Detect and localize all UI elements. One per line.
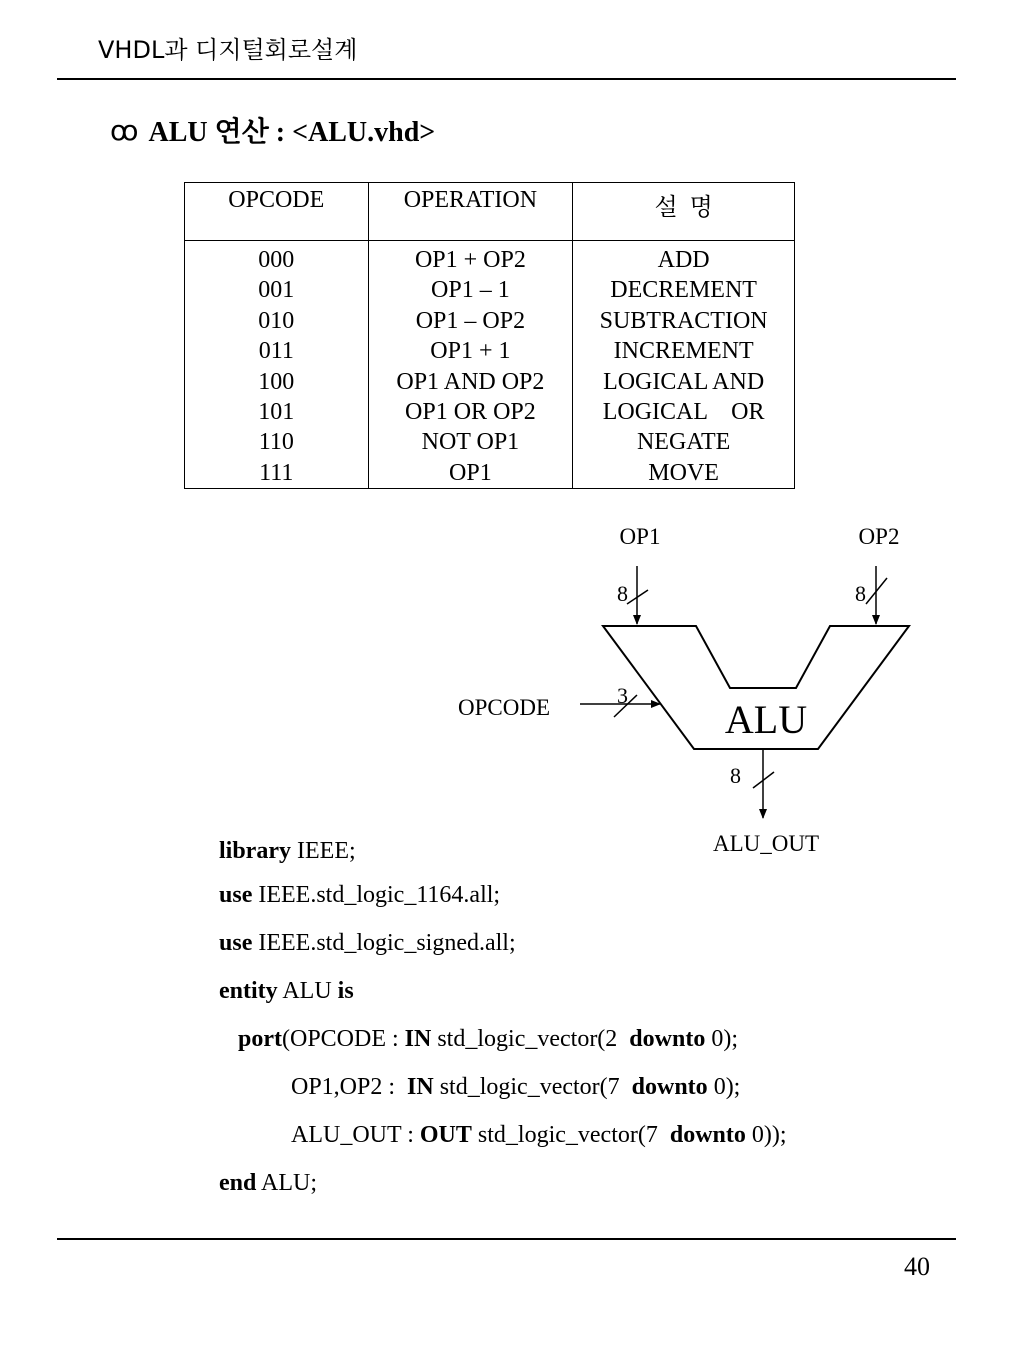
op1-bus-width: 8 xyxy=(617,581,628,606)
code-keyword: library xyxy=(219,838,291,864)
description-cell: NEGATE xyxy=(636,429,731,456)
alu-out-label: ALU_OUT xyxy=(712,831,820,856)
description-cell: LOGICAL AND xyxy=(603,368,765,395)
code-line xyxy=(219,1170,317,1197)
code-text: ALU; xyxy=(256,1170,318,1196)
description-cell: LOGICAL OR xyxy=(602,399,765,426)
code-text: std_logic_vector(7 xyxy=(471,1122,670,1148)
code-text: ALU_OUT : xyxy=(291,1122,420,1148)
code-keyword: is xyxy=(337,978,354,1004)
operation-cell: OP1 + 1 xyxy=(430,338,511,365)
code-text: 0)); xyxy=(745,1122,787,1148)
code-text: 0); xyxy=(705,1026,738,1052)
code-line xyxy=(219,882,500,909)
code-text: IEEE.std_logic_1164.all; xyxy=(252,882,501,908)
description-cell: DECREMENT xyxy=(610,277,757,304)
code-text: OP1,OP2 : xyxy=(291,1074,408,1100)
opcode-cell: 011 xyxy=(258,338,294,365)
code-text: (OPCODE : xyxy=(282,1026,405,1052)
code-keyword: entity xyxy=(219,978,278,1004)
code-text: std_logic_vector(2 xyxy=(431,1026,630,1052)
bullet-icon: ꝏ xyxy=(110,113,139,147)
op2-label: OP2 xyxy=(858,524,900,549)
opcode-cell: 111 xyxy=(259,459,294,486)
code-text: IEEE.std_logic_signed.all; xyxy=(252,930,516,956)
operation-cell: OP1 – OP2 xyxy=(415,307,526,334)
code-line xyxy=(219,838,356,865)
opcode-cell: 101 xyxy=(258,399,295,426)
document-title: VHDL과 디지털회로설계 xyxy=(98,36,358,64)
opcode-cell: 010 xyxy=(258,307,295,334)
operation-cell: OP1 + OP2 xyxy=(414,247,526,273)
alu-out-bus-width: 8 xyxy=(730,763,741,788)
description-cell: SUBTRACTION xyxy=(599,307,768,334)
code-line xyxy=(291,1074,740,1101)
description-cell: ADD xyxy=(657,247,710,273)
opcode-cell: 110 xyxy=(258,429,294,456)
code-keyword: use xyxy=(219,882,253,908)
code-text: 0); xyxy=(707,1074,741,1100)
op1-label: OP1 xyxy=(619,524,661,549)
code-keyword: IN xyxy=(404,1026,432,1052)
section-heading-text: ALU 연산 : <ALU.vhd> xyxy=(148,117,436,148)
code-keyword: downto xyxy=(631,1074,708,1100)
operation-cell: OP1 – 1 xyxy=(431,277,510,304)
description-cell: INCREMENT xyxy=(613,338,754,365)
opcode-cell: 000 xyxy=(258,247,295,273)
col-header-opcode: OPCODE xyxy=(185,183,369,241)
alu-label: ALU xyxy=(724,697,808,742)
operation-cell: NOT OP1 xyxy=(421,429,520,456)
code-keyword: use xyxy=(219,930,253,956)
opcode-bus-width: 3 xyxy=(617,683,628,708)
opcode-label: OPCODE xyxy=(458,695,551,720)
col-header-description: 설 명 xyxy=(573,183,795,241)
code-text: ALU xyxy=(277,978,338,1004)
operation-cell: OP1 AND OP2 xyxy=(396,368,545,395)
opcode-cell: 001 xyxy=(258,277,295,304)
opcode-cell: 100 xyxy=(258,368,295,395)
operation-cell: OP1 OR OP2 xyxy=(405,399,536,426)
code-keyword: end xyxy=(219,1170,257,1196)
code-line xyxy=(291,1122,787,1149)
code-keyword: IN xyxy=(407,1074,434,1100)
col-header-operation: OPERATION xyxy=(368,183,573,241)
code-text: IEEE; xyxy=(291,838,356,864)
code-line xyxy=(219,930,516,957)
code-line xyxy=(219,978,354,1005)
code-keyword: downto xyxy=(669,1122,746,1148)
code-line xyxy=(238,1026,738,1053)
code-keyword: OUT xyxy=(419,1122,472,1148)
bottom-divider xyxy=(57,1238,956,1240)
code-keyword: port xyxy=(238,1026,282,1052)
description-cell: MOVE xyxy=(648,459,719,486)
op2-bus-width: 8 xyxy=(855,581,866,606)
operation-cell: OP1 xyxy=(449,459,492,486)
code-text: std_logic_vector(7 xyxy=(433,1074,632,1100)
page-number: 40 xyxy=(904,1252,930,1281)
code-keyword: downto xyxy=(629,1026,706,1052)
